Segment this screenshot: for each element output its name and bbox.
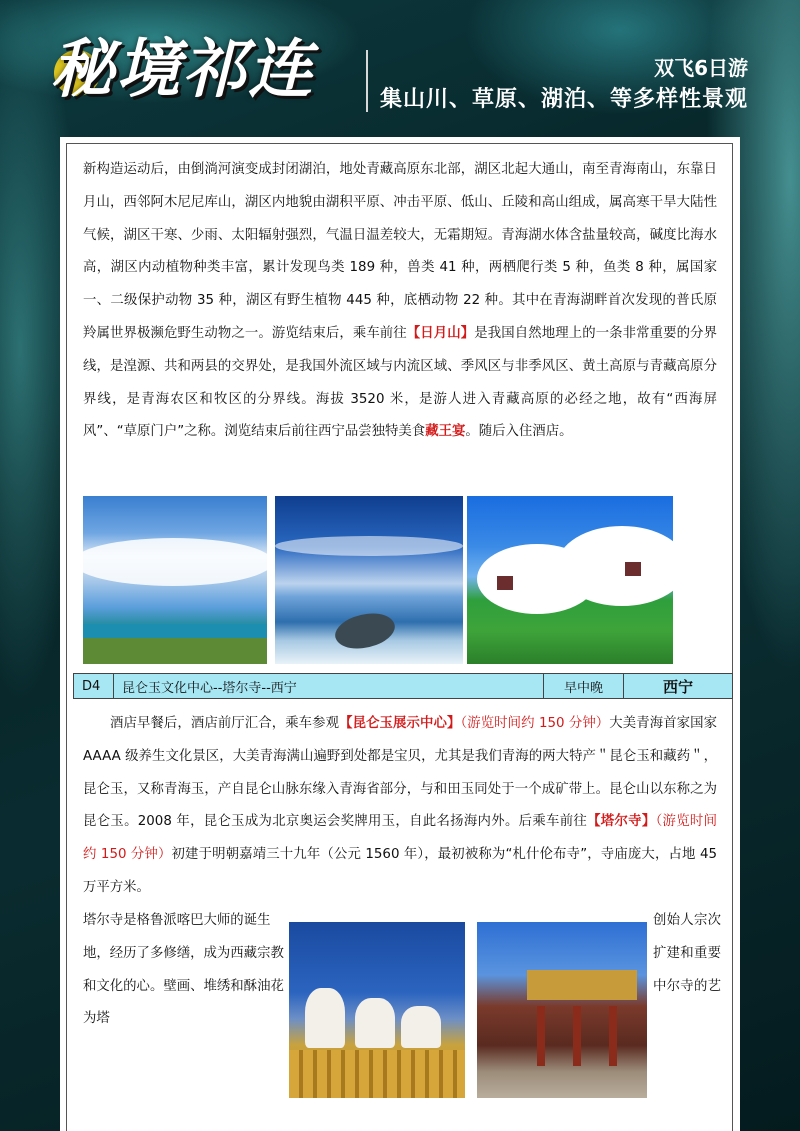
day4-text-3: 初建于明朝嘉靖三十九年（公元 1560 年），最初被称为“札什伦布寺”，寺庙庞大，占地 45 万平方米。 <box>83 847 717 895</box>
content-frame <box>66 143 733 1131</box>
highlight-riyueshan: 【日月山】 <box>406 325 475 341</box>
header <box>0 0 800 135</box>
day4-text-1: 酒店早餐后，酒店前厅汇合，乘车参观 <box>110 716 340 731</box>
riyueshan-pavilion-photo <box>467 496 673 664</box>
taersi-text-left: 塔尔寺是格鲁派喀巴大师的诞生地，经历了多修缮，成为西藏宗教和文化的心。壁画、堆绣和酥油花为塔 <box>83 913 284 1027</box>
lake-shore-photo <box>83 496 267 664</box>
day-hotel: 西宁 <box>662 677 693 696</box>
intro-paragraph <box>83 154 717 449</box>
taersi-stupas-photo <box>289 922 465 1098</box>
taersi-text-right: 创始人宗次扩建和重要中尔寺的艺 <box>653 913 721 994</box>
highlight-zangwangyan: 藏王宴 <box>425 424 466 440</box>
tour-tagline: 集山川、草原、湖泊、等多样性景观 <box>379 87 748 112</box>
day4-paragraph <box>83 708 717 905</box>
highlight-kunlunyu: 【昆仑玉展示中心】 <box>339 716 461 731</box>
brand-title: 秘境祁连 <box>50 32 314 107</box>
day-route: 昆仑玉文化中心--塔尔寺--西宁 <box>114 674 544 698</box>
day-meals: 早中晚 <box>544 674 624 698</box>
salt-lake-reflection-photo <box>275 496 463 664</box>
itinerary-page <box>60 137 740 1131</box>
day-number: D4 <box>74 674 114 698</box>
intro-text-2: 是我国自然地理上的一条非常重要的分界线，是湟源、共和两县的交界处，是我国外流区域与内流区域、季风区与非季风区、黄土高原与青藏高原分界线，是青海农区和牧区的分界线。海拔 3520 米，是游人进入青藏高原的必经之地，故有“西海屏风”、“草原门户”之称。浏览结束后前往西宁品尝独特美食 <box>83 325 718 440</box>
taersi-temple-photo <box>477 922 647 1098</box>
highlight-taersi: 【塔尔寺】 <box>587 814 656 830</box>
header-divider <box>366 50 368 112</box>
duration-taersi: （游览时间约 150 分钟） <box>83 814 717 863</box>
duration-kunlunyu: （游览时间约 150 分钟） <box>460 716 610 731</box>
tour-duration: 双飞6日游 <box>654 56 748 80</box>
day4-text-2: 大美青海首家国家 AAAA 级养生文化景区，大美青海满山遍野到处都是宝贝，尤其是我们青海的两大特产＂昆仑玉和藏药＂，昆仑玉，又称青海玉，产自昆仑山脉东缘入青海省部分，与和田玉同处于一个成矿带上。昆仑山以东称之为昆仑玉。2008 年，昆仑玉成为北京奥运会奖牌用玉，自此名扬海内外。后乘车前往 <box>83 716 718 830</box>
day-itinerary-row <box>73 673 733 699</box>
intro-text-3: 。随后入住酒店。 <box>465 424 573 440</box>
intro-text-1: 新构造运动后，由倒淌河演变成封闭湖泊，地处青藏高原东北部，湖区北起大通山，南至青海南山，东靠日月山，西邻阿木尼尼库山，湖区内地貌由湖积平原、冲击平原、低山、丘陵和高山组成，属高寒干旱大陆性气候，湖区干寒、少雨、太阳辐射强烈，气温日温差较大，无霜期短。青海湖水体含盐量较高，碱度比海水高，湖区内动植物种类丰富，累计发现鸟类 189 种，兽类 41 种，两栖爬行类 5 种，鱼类 8 种，属国家一、二级保护动物 35 种，湖区有野生植物 445 种，底栖动物 22 种。其中在青海湖畔首次发现的普氏原羚属世界极濒危野生动物之一。游览结束后，乘车前往 <box>83 162 717 341</box>
